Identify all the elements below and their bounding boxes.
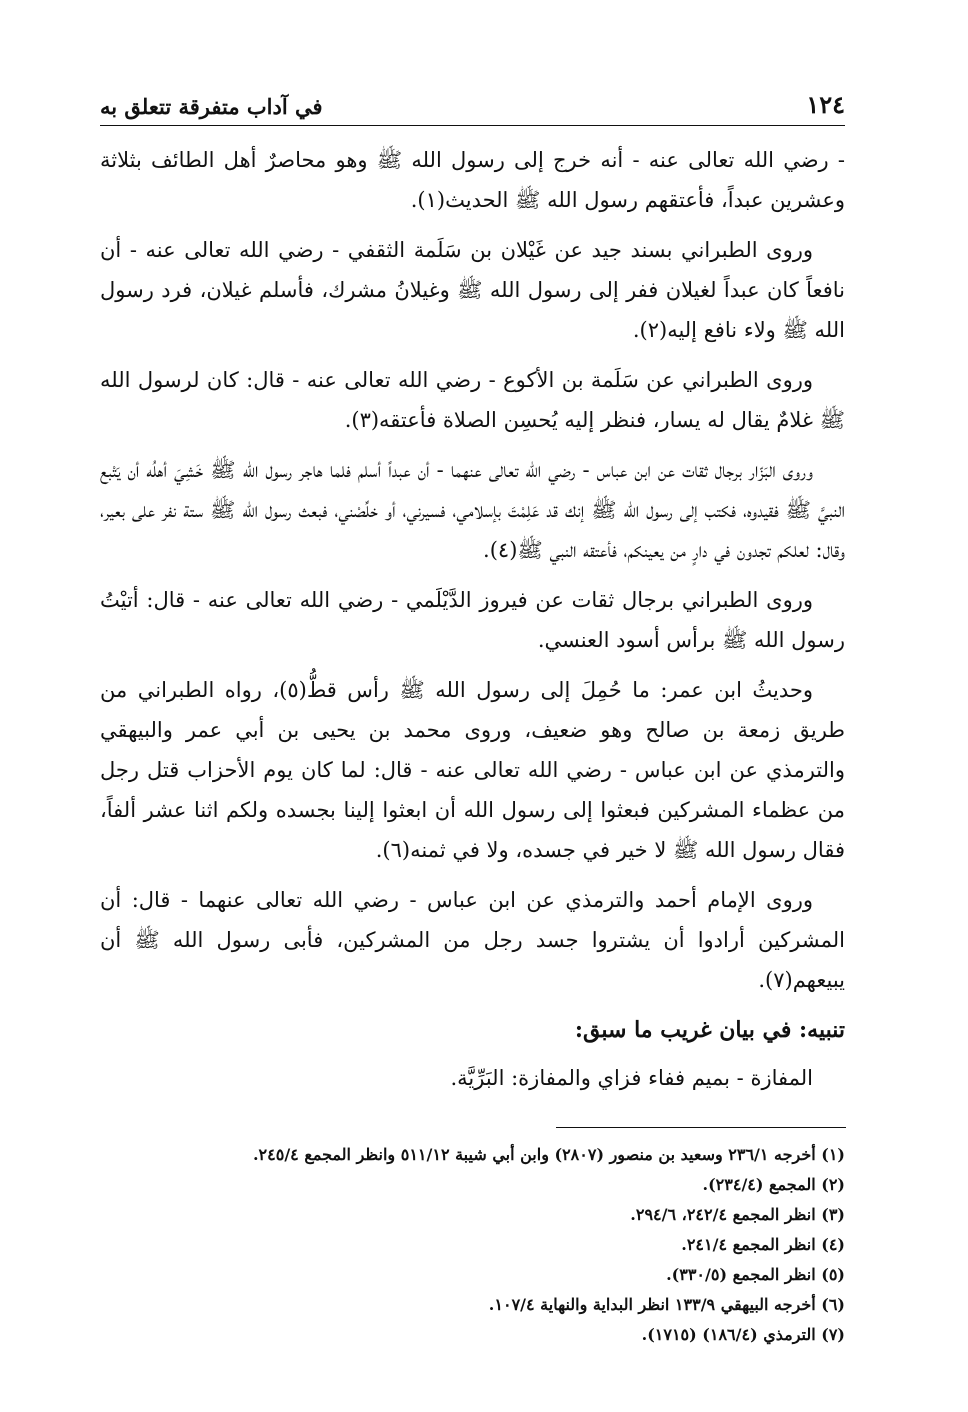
note-text: المفازة - بميم ففاء فزاي والمفازة: البَرِّيَّة. <box>450 1066 813 1090</box>
note-heading: تنبيه: في بيان غريب ما سبق: <box>574 1017 845 1043</box>
footnote: (٢) المجمع (٢٣٤/٤). <box>702 1175 845 1194</box>
footnote: (٣) انظر المجمع ٢٤٢/٤، ٢٩٤/٦. <box>630 1205 845 1224</box>
footnote: (٦) أخرجه البيهقي ١٣٣/٩ انظر البداية والنهاية ١٠٧/٤. <box>488 1295 845 1314</box>
paragraph: وروى الإمام أحمد والترمذي عن ابن عباس - رضي الله تعالى عنهما - قال: أن المشركين أرادوا أن يشتروا جسد رجل من المشركين، فأبى رسول الله ﷺ أن يبيعهم(٧). <box>100 888 845 992</box>
footnote: (١) أخرجه ٢٣٦/١ وسعيد بن منصور (٢٨٠٧) وابن أبي شيبة ٥١١/١٢ وانظر المجمع ٢٤٥/٤. <box>252 1145 845 1164</box>
paragraph: - رضي الله تعالى عنه - أنه خرج إلى رسول الله ﷺ وهو محاصرٌ أهل الطائف بثلاثة وعشرين عبداً، فأعتقهم رسول الله ﷺ الحديث(١). <box>100 148 845 212</box>
page-header <box>100 86 845 126</box>
paragraph: وروى الطبراني بسند جيد عن غَيْلان بن سَلَمة الثقفي - رضي الله تعالى عنه - أن نافعاً كان عبداً لغيلان ففر إلى رسول الله ﷺ وغيلانُ مشرك، فأسلم غيلان، فرد رسول الله ﷺ ولاء نافع إليه(٢). <box>100 238 845 342</box>
paragraph: وروى الطبراني عن سَلَمة بن الأكوع - رضي الله تعالى عنه - قال: كان لرسول الله ﷺ غلامٌ يقال له يسار، فنظر إليه يُحسِن الصلاة فأعتقه(٣). <box>100 368 845 432</box>
paragraph: وروى البَزّار برجال ثقات عن ابن عباس - رضي الله تعالى عنهما - أن عبداً أسلم فلما هاجر رسول الله ﷺ خَشِيَ أهلُه أن يَتْبع النبيَّ ﷺ فقيدوه، فكتب إلى رسول الله ﷺ إنك قد عَلِمْتَ بإسلامي، فسيرني، أو خلِّصْني، فبعث رسول الله ﷺ ستة نفر على بعير، وقال: لعلكم تجدون في دارٍ من يعينكم، فأعتقه النبي ﷺ(٤). <box>100 458 845 562</box>
paragraph: وروى الطبراني برجال ثقات عن فيروز الدَّيْلَمي - رضي الله تعالى عنه - قال: أتيْتُ رسول الله ﷺ برأس أسود العنسي. <box>100 588 845 652</box>
page-number: ١٢٤ <box>806 90 845 119</box>
footnotes <box>100 1140 845 1350</box>
footnote: (٧) الترمذي (١٨٦/٤) (١٧١٥). <box>641 1325 845 1344</box>
footnote-divider <box>556 1127 846 1128</box>
running-title: في آداب متفرقة تتعلق به <box>100 94 323 119</box>
footnote: (٥) انظر المجمع (٣٣٠/٥). <box>666 1265 845 1284</box>
main-text <box>100 140 845 1108</box>
footnote: (٤) انظر المجمع ٢٤١/٤. <box>681 1235 845 1254</box>
paragraph: وحديثُ ابن عمر: ما حُمِلَ إلى رسول الله ﷺ رأس قطُّ(٥)، رواه الطبراني من طريق زمعة بن صالح وهو ضعيف، وروى محمد بن يحيى بن أبي عمر والبيهقي والترمذي عن ابن عباس - رضي الله تعالى عنه - قال: لما كان يوم الأحزاب قتل رجل من عظماء المشركين فبعثوا إلى رسول الله أن ابعثوا إلينا بجسده ولكم اثنا عشر ألفاً، فقال رسول الله ﷺ لا خير في جسده، ولا في ثمنه(٦). <box>100 678 845 862</box>
